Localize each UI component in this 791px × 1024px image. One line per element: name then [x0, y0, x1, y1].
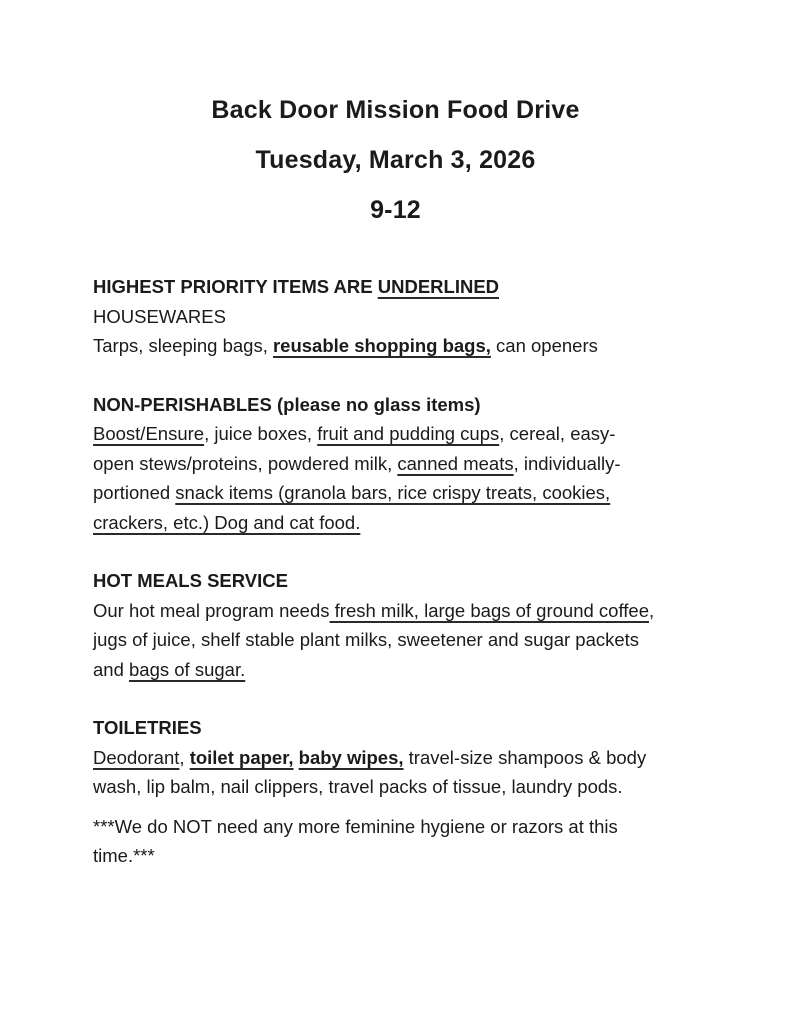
text-run: jugs of juice, shelf stable plant milks, sweetener and sugar packets	[93, 629, 640, 650]
priority-heading-underlined-text: UNDERLINED	[377, 276, 500, 297]
text-run: , individually-	[513, 452, 621, 474]
section-hot-meals	[93, 566, 715, 684]
document-body	[93, 272, 715, 871]
event-time: 9-12	[370, 196, 421, 224]
toiletries-line-2	[93, 772, 715, 802]
text-run-underlined: canned meats	[397, 452, 514, 474]
text-run-underlined: snack items (granola bars, rice crispy treats, cookies,	[175, 482, 611, 503]
text-run-underlined: Boost/Ensure	[93, 423, 205, 444]
toiletries-line-1	[93, 743, 715, 773]
event-date: Tuesday, March 3, 2026	[255, 146, 536, 174]
nonperishables-line-3	[93, 478, 715, 508]
text-run: travel-size shampoos & body	[403, 746, 647, 768]
priority-heading-text: HIGHEST PRIORITY ITEMS ARE	[93, 276, 378, 297]
text-run: and	[93, 658, 130, 680]
housewares-subheading: HOUSEWARES	[93, 305, 226, 327]
text-run: , cereal, easy-	[499, 423, 616, 444]
text-run: wash, lip balm, nail clippers, travel packs of tissue, laundry pods.	[93, 776, 623, 797]
text-run-underlined: fresh milk, large bags of ground coffee	[329, 599, 649, 621]
toiletries-heading: TOILETRIES	[93, 717, 202, 738]
text-run-underlined: crackers, etc.) Dog and cat food.	[93, 511, 361, 533]
note-line-2: time.***	[93, 845, 155, 866]
text-run-underlined: fruit and pudding cups	[317, 423, 500, 444]
text-run: portioned	[93, 482, 176, 503]
note-line-1: ***We do NOT need any more feminine hygiene or razors at this	[93, 815, 618, 837]
text-run-bold-underlined: reusable shopping bags,	[272, 335, 491, 356]
text-run: Tarps, sleeping bags,	[93, 335, 273, 356]
document-header	[0, 0, 791, 235]
text-run-bold-underlined: toilet paper,	[189, 746, 294, 768]
text-run: ,	[179, 746, 190, 768]
text-run: , juice boxes,	[204, 423, 318, 444]
hot-meals-heading: HOT MEALS SERVICE	[93, 570, 288, 591]
hot-meals-line-3	[93, 655, 715, 685]
housewares-items-line	[93, 331, 715, 361]
nonperishables-line-2	[93, 449, 715, 479]
hot-meals-line-2	[93, 625, 715, 655]
text-run: Our hot meal program needs	[93, 599, 330, 621]
text-run: ,	[649, 599, 655, 621]
priority-heading	[93, 272, 715, 302]
nonperishables-line-4	[93, 508, 715, 538]
section-toiletries	[93, 713, 715, 802]
nonperishables-line-1	[93, 419, 715, 449]
text-run: can openers	[490, 335, 598, 356]
text-run-underlined: Deodorant	[93, 746, 180, 768]
note-paragraph	[93, 812, 715, 871]
document-title: Back Door Mission Food Drive	[211, 96, 580, 124]
text-run-underlined: bags of sugar.	[129, 658, 246, 680]
text-run: open stews/proteins, powdered milk,	[93, 452, 398, 474]
section-nonperishables	[93, 390, 715, 538]
section-priority	[93, 272, 715, 361]
hot-meals-line-1	[93, 596, 715, 626]
nonperishables-heading: NON-PERISHABLES (please no glass items)	[93, 393, 481, 415]
text-run-bold-underlined: baby wipes,	[298, 746, 404, 768]
